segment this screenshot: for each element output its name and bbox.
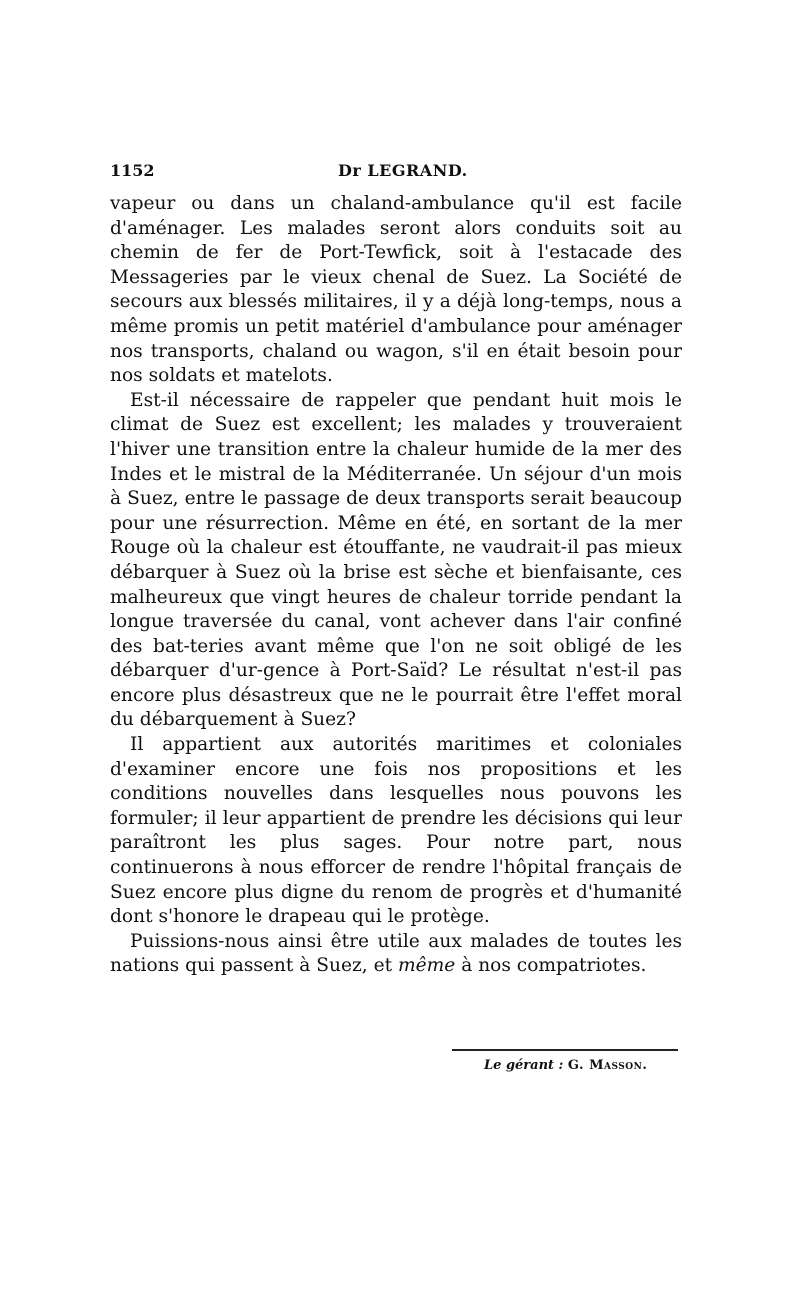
closing-text-end: à nos compatriotes. [455, 955, 647, 977]
paragraph-climate: Est-il nécessaire de rappeler que pendant huit mois le climat de Suez est excellent; les malades y trouveraient l'hiver une transition entre la chaleur humide de la mer des Indes et le mistral de la Méditerranée. Un séjour d'un mois à Suez, entre le passage de deux transports serait beaucoup pour une résurrection. Même en été, en sortant de la mer Rouge où la chaleur est étouffante, ne vaudrait-il pas mieux débarquer à Suez où la brise est sèche et bienfaisante, ces malheureux que vingt heures de chaleur torride pendant la longue traversée du canal, vont achever dans l'air confiné des bat-teries avant même que l'on ne soit obligé de les débarquer d'ur-gence à Port-Saïd? Le résultat n'est-il pas encore plus désastreux que ne le pourrait être l'effet moral du débarquement à Suez? [110, 389, 682, 731]
body-text [110, 192, 682, 979]
paragraph-continuation: vapeur ou dans un chaland-ambulance qu'il est facile d'aménager. Les malades seront alors conduits soit au chemin de fer de Port-Tewfick, soit à l'estacade des Messageries par le vieux chenal de Suez. La Société de secours aux blessés militaires, il y a déjà long-temps, nous a même promis un petit matériel d'ambulance pour aménager nos transports, chaland ou wagon, s'il en était besoin pour nos soldats et matelots. [110, 193, 682, 387]
closing-text-start: Puissions-nous ainsi être utile aux malades de toutes les nations qui passent à Suez, et [110, 930, 682, 977]
closing-emphasis: même [398, 955, 456, 977]
running-header [110, 161, 680, 185]
signature-rule [452, 1049, 678, 1051]
page-number: 1152 [110, 161, 155, 180]
signature-name: G. Masson. [567, 1058, 648, 1073]
signature-label: Le gérant : [484, 1058, 564, 1073]
header-title: Dr LEGRAND. [338, 161, 468, 180]
paragraph-closing [110, 930, 682, 979]
signature-line [484, 1058, 647, 1073]
paragraph-authorities: Il appartient aux autorités maritimes et coloniales d'examiner encore une fois nos propositions et les conditions nouvelles dans lesquelles nous pouvons les formuler; il leur appartient de prendre les décisions qui leur paraîtront les plus sages. Pour notre part, nous continuerons à nous efforcer de rendre l'hôpital français de Suez encore plus digne du renom de progrès et d'humanité dont s'honore le drapeau qui le protège. [110, 734, 682, 928]
